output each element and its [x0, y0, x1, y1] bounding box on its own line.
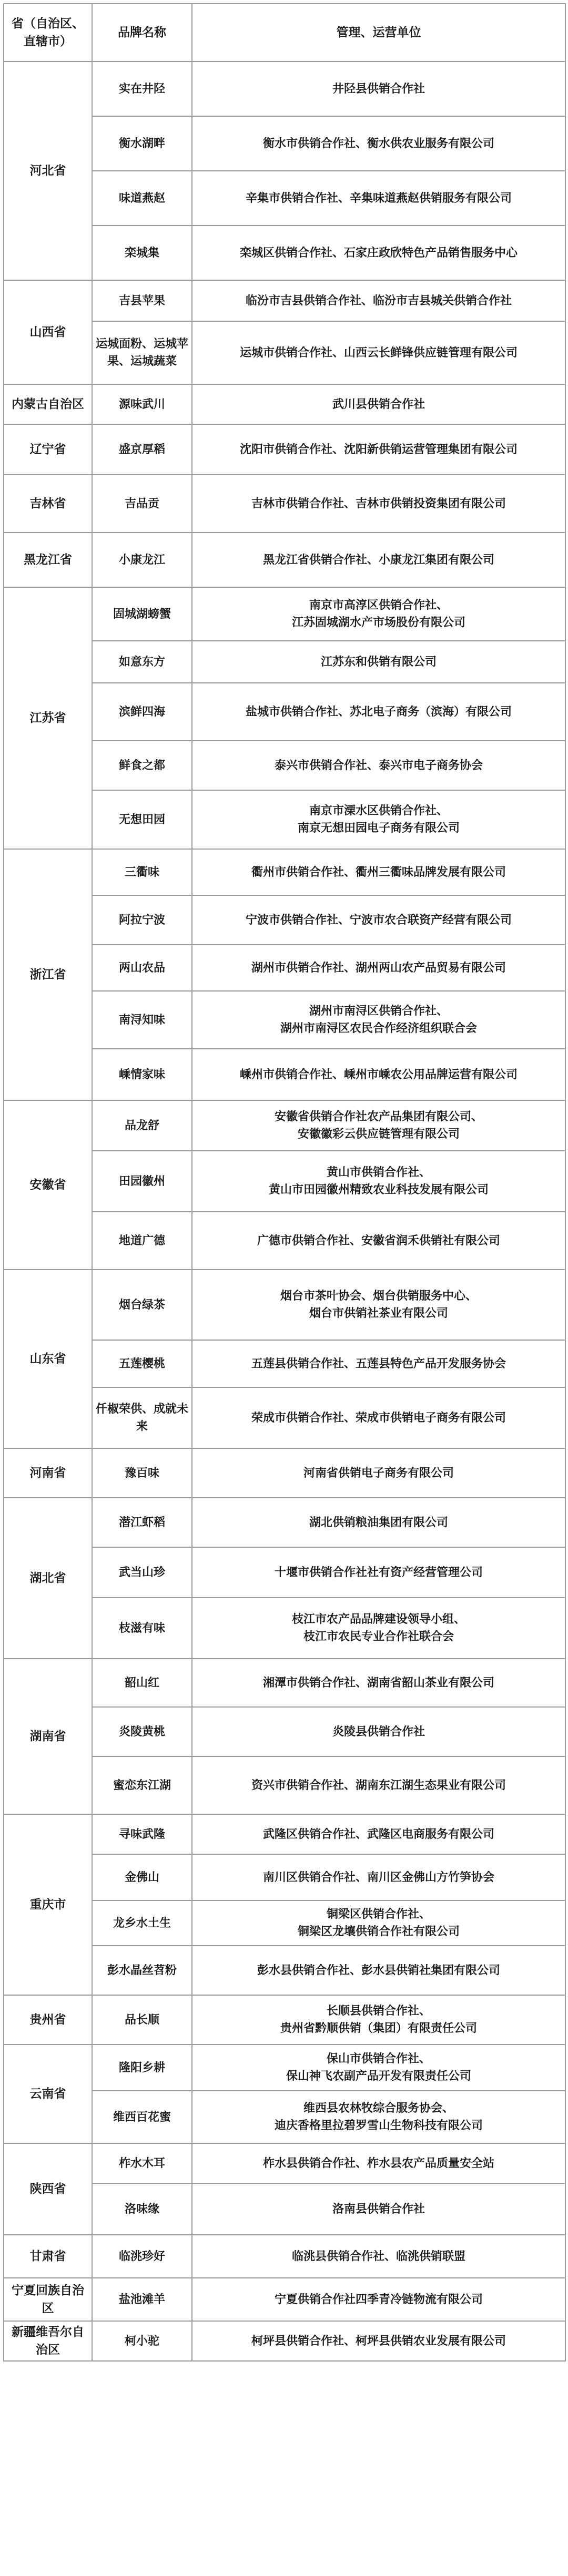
- table-row: [4, 849, 565, 895]
- operating-unit-cell: [192, 1212, 565, 1270]
- table-row: [4, 2235, 565, 2278]
- brand-name-cell: 田园徽州: [92, 1151, 192, 1212]
- operating-unit-line: 迪庆香格里拉碧罗雪山生物科技有限公司: [274, 2119, 483, 2132]
- table-row: [4, 475, 565, 533]
- brand-name-cell: 枝滋有味: [92, 1598, 192, 1659]
- header-unit: 管理、运营单位: [192, 4, 565, 62]
- brand-name-cell: 衡水湖畔: [92, 116, 192, 171]
- operating-unit-line: 保山市供销合作社、: [326, 2052, 431, 2066]
- operating-unit-line: 铜梁区供销合作社、: [326, 1908, 431, 1921]
- table-row: [4, 62, 565, 116]
- operating-unit-line: 辛集市供销合作社、辛集味道燕赵供销服务有限公司: [245, 191, 512, 205]
- operating-unit-line: 彭水县供销合作社、彭水县供销社集团有限公司: [257, 1964, 500, 1977]
- operating-unit-cell: [192, 62, 565, 116]
- operating-unit-line: 湖州市南浔区农民合作经济组织联合会: [280, 1022, 477, 1035]
- operating-unit-line: 五莲县供销合作社、五莲县特色产品开发服务协会: [251, 1357, 506, 1371]
- operating-unit-line: 湖州市供销合作社、湖州两山农产品贸易有限公司: [251, 961, 506, 975]
- operating-unit-line: 枝江市农产品品牌建设领导小组、: [291, 1613, 465, 1626]
- brand-name-cell: 南浔知味: [92, 991, 192, 1049]
- operating-unit-cell: [192, 895, 565, 945]
- brand-name-cell: 如意东方: [92, 641, 192, 683]
- province-cell: 山西省: [4, 280, 92, 384]
- province-cell: 吉林省: [4, 475, 92, 533]
- brand-name-cell: 蜜恋东江湖: [92, 1756, 192, 1814]
- brand-name-cell: 临洮珍好: [92, 2235, 192, 2278]
- operating-unit-line: 广德市供销合作社、安徽省润禾供销社有限公司: [257, 1234, 500, 1248]
- operating-unit-cell: [192, 641, 565, 683]
- operating-unit-cell: [192, 424, 565, 475]
- province-cell: 黑龙江省: [4, 533, 92, 587]
- brand-name-cell: 吉品贡: [92, 475, 192, 533]
- table-row: [4, 1100, 565, 1151]
- operating-unit-line: 衡水市供销合作社、衡水供农业服务有限公司: [262, 137, 494, 150]
- brand-name-cell: 盛京厚稻: [92, 424, 192, 475]
- operating-unit-cell: [192, 171, 565, 226]
- brand-name-cell: 金佛山: [92, 1854, 192, 1900]
- brand-name-cell: 小康龙江: [92, 533, 192, 587]
- operating-unit-cell: [192, 945, 565, 991]
- brand-name-cell: 实在井陉: [92, 62, 192, 116]
- operating-unit-line: 宁夏供销合作社四季青冷链物流有限公司: [274, 2293, 483, 2306]
- province-cell: 甘肃省: [4, 2235, 92, 2278]
- province-cell: 重庆市: [4, 1814, 92, 1995]
- operating-unit-cell: [192, 533, 565, 587]
- province-cell: 贵州省: [4, 1995, 92, 2045]
- province-cell: 云南省: [4, 2045, 92, 2143]
- operating-unit-line: 井陉县供销合作社: [332, 82, 425, 96]
- operating-unit-line: 吉林市供销合作社、吉林市供销投资集团有限公司: [251, 497, 506, 510]
- operating-unit-line: 临洮县供销合作社、临洮供销联盟: [291, 2250, 465, 2263]
- brand-name-cell: 寻味武隆: [92, 1814, 192, 1854]
- table-row: [4, 280, 565, 321]
- operating-unit-cell: [192, 1270, 565, 1340]
- operating-unit-line: 洛南县供销合作社: [332, 2202, 425, 2216]
- operating-unit-line: 湖北供销粮油集团有限公司: [309, 1516, 448, 1529]
- province-cell: 湖南省: [4, 1659, 92, 1814]
- province-cell: 江苏省: [4, 587, 92, 849]
- operating-unit-line: 临汾市吉县供销合作社、临汾市吉县城关供销合作社: [245, 294, 512, 308]
- operating-unit-cell: [192, 1049, 565, 1100]
- operating-unit-cell: [192, 2183, 565, 2235]
- brand-table: [3, 3, 566, 2362]
- brand-name-cell: 柯小驼: [92, 2321, 192, 2361]
- table-row: [4, 1270, 565, 1340]
- table-row: [4, 2321, 565, 2361]
- province-cell: 湖北省: [4, 1498, 92, 1659]
- operating-unit-line: 资兴市供销合作社、湖南东江湖生态果业有限公司: [251, 1778, 506, 1792]
- table-row: [4, 533, 565, 587]
- brand-name-cell: 五莲樱桃: [92, 1340, 192, 1387]
- operating-unit-cell: [192, 1100, 565, 1151]
- operating-unit-line: 炎陵县供销合作社: [332, 1725, 425, 1739]
- operating-unit-cell: [192, 2045, 565, 2091]
- brand-name-cell: 豫百味: [92, 1448, 192, 1498]
- operating-unit-cell: [192, 1707, 565, 1756]
- brand-name-cell: 三衢味: [92, 849, 192, 895]
- brand-name-cell: 仟椒荣供、成就未来: [92, 1387, 192, 1448]
- operating-unit-line: 长顺县供销合作社、: [326, 2005, 431, 2018]
- brand-name-cell: 品龙舒: [92, 1100, 192, 1151]
- operating-unit-line: 武隆区供销合作社、武隆区电商服务有限公司: [262, 1827, 494, 1841]
- operating-unit-line: 安徽徽彩云供应链管理有限公司: [297, 1128, 460, 1141]
- table-row: [4, 2278, 565, 2321]
- table-row: [4, 1995, 565, 2045]
- brand-name-cell: 盐池滩羊: [92, 2278, 192, 2321]
- operating-unit-line: 栾城区供销合作社、石家庄政欣特色产品销售服务中心: [239, 246, 518, 260]
- operating-unit-cell: [192, 1659, 565, 1707]
- operating-unit-cell: [192, 1151, 565, 1212]
- operating-unit-line: 维西县农林牧综合服务协会、: [303, 2102, 454, 2115]
- brand-name-cell: 彭水晶丝苕粉: [92, 1946, 192, 1995]
- brand-name-cell: 固城湖螃蟹: [92, 587, 192, 641]
- brand-name-cell: 潜江虾稻: [92, 1498, 192, 1547]
- header-province: 省（自治区、直辖市）: [4, 4, 92, 62]
- province-cell: 辽宁省: [4, 424, 92, 475]
- operating-unit-line: 铜梁区龙壤供销合作社有限公司: [297, 1925, 460, 1938]
- operating-unit-line: 运城市供销合作社、山西云长鲜锋供应链管理有限公司: [239, 346, 518, 360]
- operating-unit-line: 柞水县供销合作社、柞水县农产品质量安全站: [262, 2156, 494, 2170]
- brand-name-cell: 源味武川: [92, 384, 192, 424]
- operating-unit-cell: [192, 280, 565, 321]
- operating-unit-cell: [192, 2278, 565, 2321]
- operating-unit-line: 南京市高淳区供销合作社、: [309, 599, 448, 612]
- operating-unit-line: 江苏固城湖水产市场股份有限公司: [291, 616, 465, 629]
- province-cell: 新疆维吾尔自治区: [4, 2321, 92, 2361]
- operating-unit-cell: [192, 1854, 565, 1900]
- table-row: [4, 424, 565, 475]
- brand-name-cell: 嵊情家味: [92, 1049, 192, 1100]
- operating-unit-cell: [192, 2091, 565, 2143]
- operating-unit-line: 盐城市供销合作社、苏北电子商务（滨海）有限公司: [245, 705, 512, 719]
- province-cell: 河南省: [4, 1448, 92, 1498]
- province-cell: 山东省: [4, 1270, 92, 1448]
- operating-unit-line: 贵州省黔顺供销（集团）有限责任公司: [280, 2022, 477, 2035]
- operating-unit-line: 南川区供销合作社、南川区金佛山方竹笋协会: [262, 1870, 494, 1884]
- brand-name-cell: 无想田园: [92, 790, 192, 849]
- table-row: [4, 1814, 565, 1854]
- operating-unit-line: 湘潭市供销合作社、湖南省韶山茶业有限公司: [262, 1676, 494, 1690]
- operating-unit-cell: [192, 849, 565, 895]
- operating-unit-line: 湖州市南浔区供销合作社、: [309, 1005, 448, 1018]
- operating-unit-line: 南京市溧水区供销合作社、: [309, 804, 448, 817]
- operating-unit-cell: [192, 1340, 565, 1387]
- operating-unit-cell: [192, 587, 565, 641]
- table-row: [4, 1448, 565, 1498]
- operating-unit-cell: [192, 2235, 565, 2278]
- operating-unit-cell: [192, 384, 565, 424]
- brand-name-cell: 柞水木耳: [92, 2143, 192, 2183]
- brand-name-cell: 滨鲜四海: [92, 683, 192, 741]
- operating-unit-cell: [192, 741, 565, 790]
- operating-unit-cell: [192, 226, 565, 280]
- operating-unit-cell: [192, 1448, 565, 1498]
- operating-unit-cell: [192, 321, 565, 384]
- province-cell: 宁夏回族自治区: [4, 2278, 92, 2321]
- operating-unit-cell: [192, 2143, 565, 2183]
- operating-unit-cell: [192, 1387, 565, 1448]
- operating-unit-cell: [192, 991, 565, 1049]
- brand-name-cell: 两山农品: [92, 945, 192, 991]
- operating-unit-line: 河南省供销电子商务有限公司: [303, 1466, 454, 1480]
- header-brand: 品牌名称: [92, 4, 192, 62]
- brand-name-cell: 栾城集: [92, 226, 192, 280]
- brand-name-cell: 炎陵黄桃: [92, 1707, 192, 1756]
- operating-unit-cell: [192, 1598, 565, 1659]
- operating-unit-line: 沈阳市供销合作社、沈阳新供销运营管理集团有限公司: [239, 443, 518, 456]
- province-cell: 安徽省: [4, 1100, 92, 1270]
- operating-unit-cell: [192, 116, 565, 171]
- operating-unit-line: 黄山市田园徽州精致农业科技发展有限公司: [268, 1183, 489, 1197]
- operating-unit-line: 武川县供销合作社: [332, 397, 425, 411]
- table-row: [4, 1498, 565, 1547]
- brand-name-cell: 品长顺: [92, 1995, 192, 2045]
- province-cell: 内蒙古自治区: [4, 384, 92, 424]
- operating-unit-line: 宁波市供销合作社、宁波市农合联资产经营有限公司: [245, 913, 512, 927]
- operating-unit-cell: [192, 1756, 565, 1814]
- operating-unit-cell: [192, 683, 565, 741]
- operating-unit-cell: [192, 1814, 565, 1854]
- operating-unit-cell: [192, 1995, 565, 2045]
- brand-name-cell: 武当山珍: [92, 1547, 192, 1598]
- brand-name-cell: 龙乡水土生: [92, 1900, 192, 1946]
- brand-name-cell: 鲜食之都: [92, 741, 192, 790]
- table-header-row: [4, 4, 565, 62]
- operating-unit-line: 南京无想田园电子商务有限公司: [297, 822, 460, 835]
- province-cell: 陕西省: [4, 2143, 92, 2235]
- operating-unit-line: 黑龙江省供销合作社、小康龙江集团有限公司: [262, 553, 494, 567]
- brand-name-cell: 隆阳乡耕: [92, 2045, 192, 2091]
- operating-unit-line: 烟台市供销社茶业有限公司: [309, 1307, 448, 1320]
- operating-unit-line: 泰兴市供销合作社、泰兴市电子商务协会: [274, 759, 483, 772]
- table-row: [4, 2143, 565, 2183]
- brand-table-container: [3, 3, 565, 2573]
- operating-unit-line: 嵊州市供销合作社、嵊州市嵊农公用品牌运营有限公司: [239, 1068, 518, 1081]
- operating-unit-line: 安徽省供销合作社农产品集团有限公司、: [274, 1110, 483, 1123]
- brand-name-cell: 阿拉宁波: [92, 895, 192, 945]
- table-row: [4, 587, 565, 641]
- table-body: [4, 62, 565, 2361]
- operating-unit-cell: [192, 2321, 565, 2361]
- operating-unit-line: 枝江市农民专业合作社联合会: [303, 1630, 454, 1643]
- brand-name-cell: 运城面粉、运城苹果、运城蔬菜: [92, 321, 192, 384]
- brand-name-cell: 烟台绿茶: [92, 1270, 192, 1340]
- operating-unit-cell: [192, 475, 565, 533]
- operating-unit-cell: [192, 1900, 565, 1946]
- operating-unit-line: 柯坪县供销合作社、柯坪县供销农业发展有限公司: [251, 2334, 506, 2348]
- operating-unit-line: 烟台市茶叶协会、烟台供销服务中心、: [280, 1290, 477, 1303]
- province-cell: 浙江省: [4, 849, 92, 1100]
- brand-name-cell: 味道燕赵: [92, 171, 192, 226]
- operating-unit-cell: [192, 1498, 565, 1547]
- brand-name-cell: 吉县苹果: [92, 280, 192, 321]
- brand-name-cell: 韶山红: [92, 1659, 192, 1707]
- operating-unit-line: 保山神飞农副产品开发有限责任公司: [286, 2070, 471, 2083]
- operating-unit-cell: [192, 790, 565, 849]
- table-row: [4, 2045, 565, 2091]
- operating-unit-line: 黄山市供销合作社、: [326, 1166, 431, 1179]
- operating-unit-line: 衢州市供销合作社、衢州三衢味品牌发展有限公司: [251, 865, 506, 879]
- brand-name-cell: 洛味缘: [92, 2183, 192, 2235]
- brand-name-cell: 维西百花蜜: [92, 2091, 192, 2143]
- operating-unit-line: 江苏东和供销有限公司: [320, 655, 437, 669]
- province-cell: 河北省: [4, 62, 92, 280]
- table-row: [4, 384, 565, 424]
- operating-unit-line: 十堰市供销合作社社有资产经营管理公司: [274, 1566, 483, 1579]
- brand-name-cell: 地道广德: [92, 1212, 192, 1270]
- table-row: [4, 1659, 565, 1707]
- operating-unit-cell: [192, 1547, 565, 1598]
- operating-unit-line: 荣成市供销合作社、荣成市供销电子商务有限公司: [251, 1411, 506, 1425]
- operating-unit-cell: [192, 1946, 565, 1995]
